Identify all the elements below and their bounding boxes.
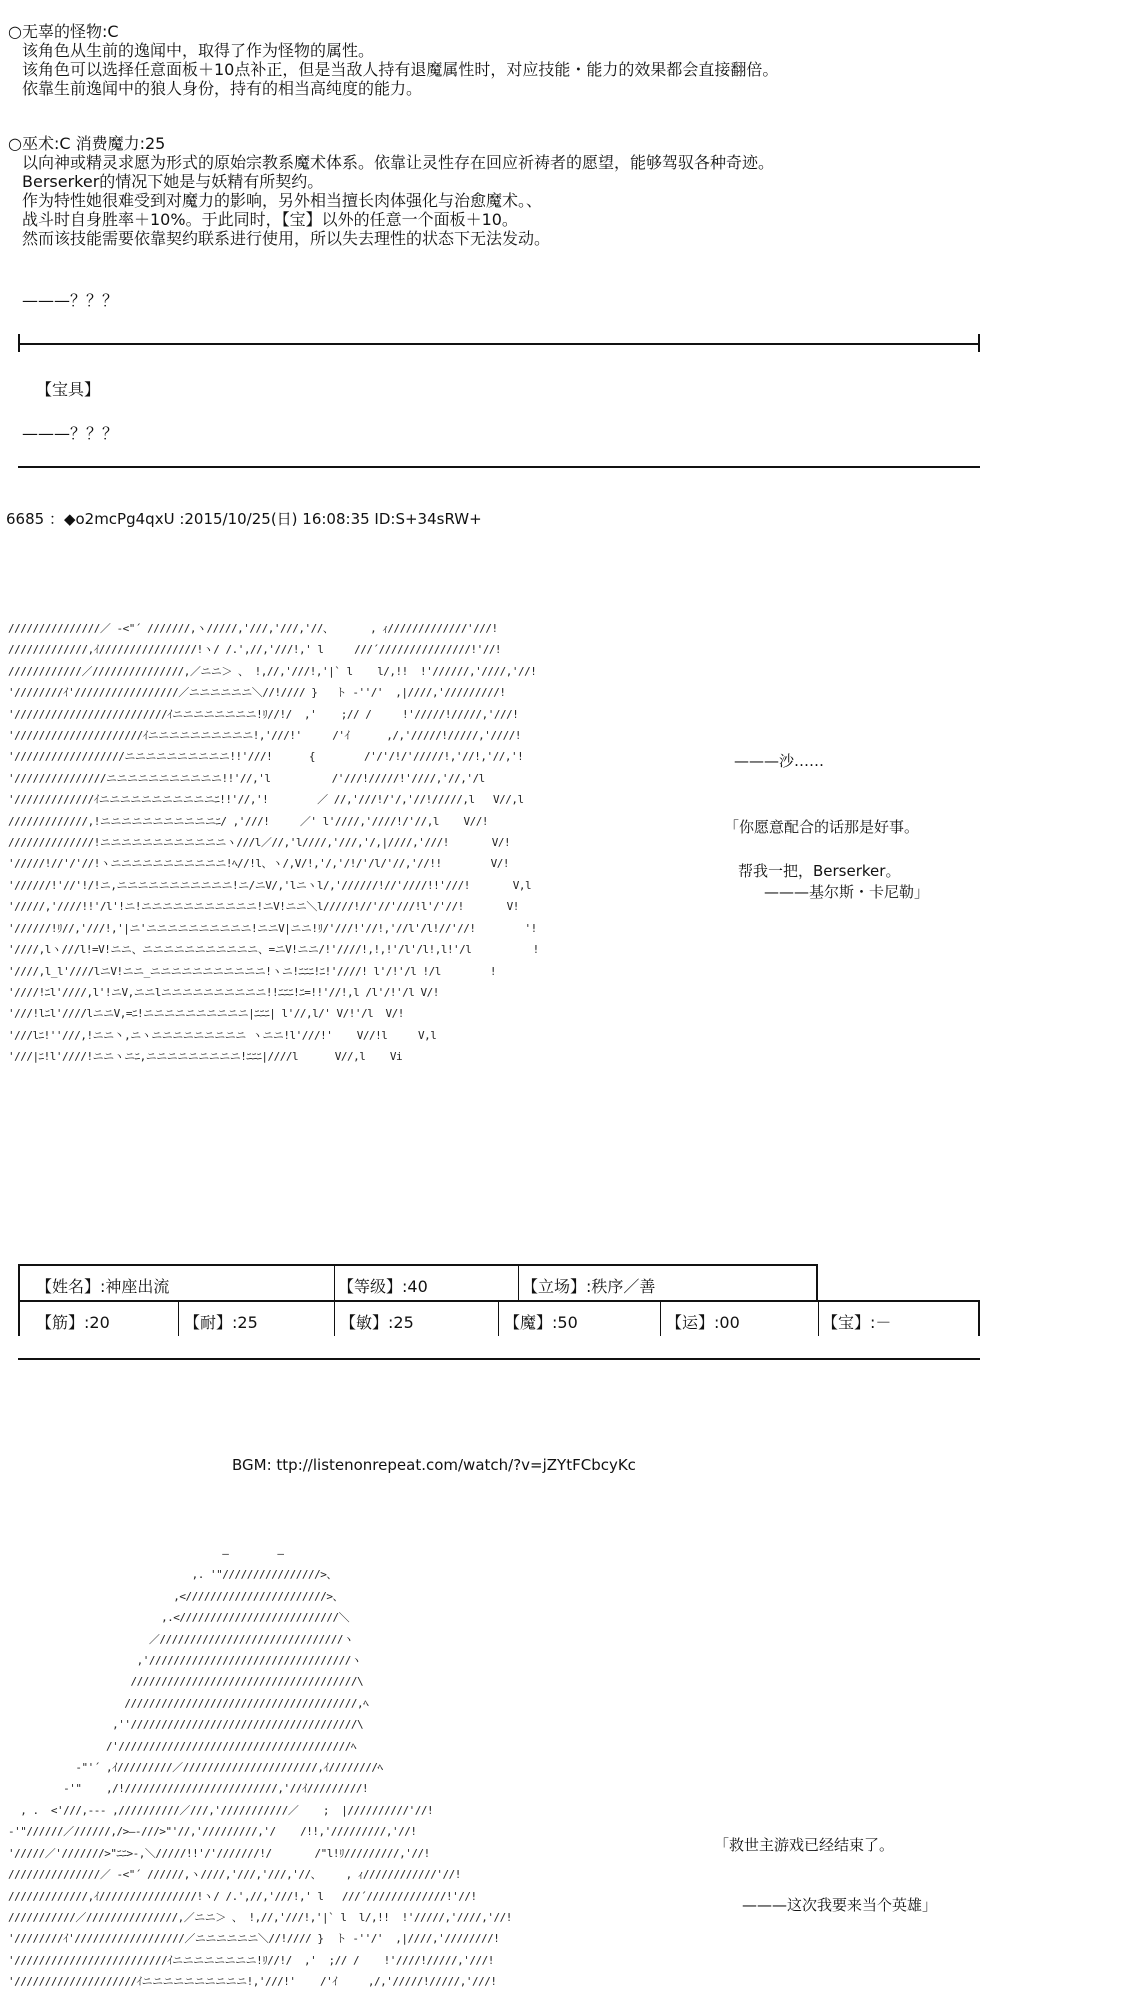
stats-divider xyxy=(660,1302,661,1336)
noble-phantasm-label: 【宝具】 xyxy=(36,380,101,399)
dialog-line: ———这次我要来当个英雄」 xyxy=(742,1896,938,1914)
stats-bottom-line xyxy=(18,1358,980,1360)
skill-line: Berserker的情况下她是与妖精有所契约。 xyxy=(22,172,324,191)
skill-line: 依靠生前逸闻中的狼人身份，持有的相当高纯度的能力。 xyxy=(22,79,423,98)
unknown-skill: ———？？？ xyxy=(22,291,119,310)
stat-strength: 【筋】:20 xyxy=(36,1313,110,1332)
stat-name: 【姓名】:神座出流 xyxy=(36,1277,170,1296)
dialog-line: ———沙…… xyxy=(734,752,825,770)
bgm-link[interactable]: BGM: ttp://listenonrepeat.com/watch/?v=jZYtFCbcyKc xyxy=(232,1456,636,1474)
stats-divider xyxy=(334,1302,335,1336)
separator-tick-left xyxy=(18,334,20,352)
noble-phantasm-value: ———？？？ xyxy=(22,424,119,443)
stat-noble-phantasm: 【宝】:－ xyxy=(822,1313,892,1332)
dialog-line: 「你愿意配合的话那是好事。 xyxy=(724,818,920,836)
stat-mana: 【魔】:50 xyxy=(504,1313,578,1332)
stat-agility: 【敏】:25 xyxy=(340,1313,414,1332)
skill-title: ○巫术:C 消费魔力:25 xyxy=(8,134,166,153)
separator-line xyxy=(18,466,980,468)
stat-luck: 【运】:00 xyxy=(666,1313,740,1332)
stats-tick xyxy=(978,1300,980,1336)
stats-tick xyxy=(18,1300,20,1336)
skill-monster xyxy=(8,22,778,98)
stats-divider xyxy=(818,1302,819,1336)
skill-line: 战斗时自身胜率＋10%。于此同时，【宝】以外的任意一个面板＋10。 xyxy=(22,210,518,229)
skill-title: ○无辜的怪物:C xyxy=(8,22,119,41)
dialog-line: 帮我一把，Berserker。 xyxy=(738,862,901,880)
ascii-art-figure: — — ,. '"////////////////>、 ,<///////////////////////>、 ,.<//////////////////////////＼ ／//////////////////////////////ヽ ,'/////////////////////////////////ヽ /////////////////////////////////////\ //////////////////////////////////////,ﾍ ,''/////////////////////////////////////\ /'//////////////////////////////////////ﾍ -"'´ ,ｲ/////////／//////////////////////,ｲ////////ﾍ -'" ,/!/////////////////////////,'//ｲ/////////! , . <'///,--- ,//////////／///,'///////////／ ; |//////////'//! -'"//////／//////,/>—-///>"'//,'/////////,'/ /!!,'/////////,'//! '/////／'///////>"ﾆﾆ>-,＼/////!!'/'///////!/ /"l!ﾘ/////////,'//! ///////////////／ -<"´ //////,ヽ////,'///,'///,'//、 , ｨ////////////'//! /////////////,ｲ////////////////!ヽ/ /.',//,'///!,' l ///´/////////////!'//! ///////////／///////////////,／ニニ＞ 、 !,//,'///!,'|` l l/,!! !'/////,'////,'//! '////////ｲ'//////////////////／ニニニニニニ＼//!//// } ト -''/' ,|////,'////////! '/////////////////////////ｲニニニニニニニニ!ﾘ//!/ ,' ;// / !'////!/////,'///! '////////////////////ｲニニニニニニニニニニ!,'///!' /'ｲ ,/,'/////!/////,'///! xyxy=(8,1547,512,1989)
dialog-line: ———基尔斯・卡尼勒」 xyxy=(764,883,930,901)
stat-endurance: 【耐】:25 xyxy=(184,1313,258,1332)
separator-line xyxy=(18,343,980,345)
skill-line: 该角色可以选择任意面板＋10点补正，但是当敌人持有退魔属性时，对应技能・能力的效果都会直接翻倍。 xyxy=(22,60,779,79)
stats-divider xyxy=(498,1302,499,1336)
stat-alignment: 【立场】:秩序／善 xyxy=(522,1277,656,1296)
stats-mid-line xyxy=(18,1300,980,1302)
stats-divider xyxy=(518,1266,519,1300)
ascii-art-character: ///////////////／ -<"´ ///////,ヽ/////,'///,'///,'//、 , ｨ/////////////'///! /////////////,ｲ////////////////!ヽ/ /.',//,'///!,' l ///´///////////////!'//! ////////////／///////////////,／ニニ＞ 、 !,//,'///!,'|` l l/,!! !'//////,'////,'//! '////////ｲ'/////////////////／ニニニニニニ＼//!//// } ト -''/' ,|////,'/////////! '/////////////////////////ｲニニニニニニニニ!ﾘ//!/ ,' ;// / !'/////!/////,'///! '/////////////////////ｲニニニニニニニニニニ!,'///!' /'ｲ ,/,'/////!/////,'////! '//////////////////ニニニニニニニニニニ!!'///! { /'/'/!/'/////!,'//!,'//,'! '///////////////ニニニニニニニニニニニ!!'//,'l /'///!/////!'////,'//,'/l '/////////////ｲニニニニニニニニニニニﾆ!!'//,'! ／ //,'///!/'/,'//!/////,l V//,l /////////////,!ニニニニニニニニニニニﾆ/ ,'///! ／' l'////,'////!/'//,l V//! //////////////!ニニニニニニニニニニニニヽ///l／//,'l////,'///,'/,|////,'///! V/! '/////!//'/'//!ヽニニニニニニニニニニニ!ﾍ//!l、ヽ/,V/!,'/,'/!/'/l/'//,'//!! V/! '//////!'//'!/!ニ,ニニニニニニニニニニニ!ニ/ニV/,'lニヽl/,'//////!//'////!!'///! V,l '/////,'////!!'/l'!ニ!ニニニニニニニニニニニ!ニV!ニニ＼l/////!//'//'///!l'/'//! V! '//////!ﾘ//,'///!,'|ニ'ニニニニニニニニニニ!ニニV|ニニ!ﾘ/'///!'//!,'//l'/l!//'//! '! '////,lヽ///l!=V!ニニ、ニニニニニニニニニニニ、=ニV!ニニ/!'////!,!,!'/l'/l!,l!'/l ! '////,l_l'////lニV!ニニ_ニニニニニニニニニニニ!ヽニ!ﾆﾆﾆ!ﾆ!'////! l'/!'/l !/l ! '////!ﾆl'////,l'!ニV,ニニlニニニニニニニニニニ!!ﾆﾆﾆ!ﾆ=!!'//!,l /l'/!'/l V/! '///!lﾆl'////lニニV,=ﾆ!ニニニニニニニニニニ|ﾆﾆﾆ| l'//,l/' V/!'/l V/! '///lﾆ!''///,!ニニ丶,ニヽニニニニニニニニニ ヽニニ!l'///!' V//!l V,l '///|ﾆ!l'////!ニニヽニﾆ,ニニニニニニニニニ!ﾆﾆﾆ|////l V//,l Vi xyxy=(8,622,539,1064)
skill-witchcraft xyxy=(8,134,774,248)
skill-line: 以向神或精灵求愿为形式的原始宗教系魔术体系。依靠让灵性存在回应祈祷者的愿望，能够驾驭各种奇迹。 xyxy=(22,153,775,172)
skill-line: 然而该技能需要依靠契约联系进行使用，所以失去理性的状态下无法发动。 xyxy=(22,229,551,248)
skill-line: 该角色从生前的逸闻中，取得了作为怪物的属性。 xyxy=(22,41,375,60)
skill-line: 作为特性她很难受到对魔力的影响，另外相当擅长肉体强化与治愈魔术。、 xyxy=(22,191,543,210)
stats-divider xyxy=(178,1302,179,1336)
dialog-line: 「救世主游戏已经结束了。 xyxy=(714,1836,895,1854)
post-header: 6685 ：◆o2mcPg4qxU :2015/10/25(日) 16:08:35 ID:S+34sRW+ xyxy=(6,510,482,528)
stats-tick xyxy=(816,1264,818,1300)
stats-tick xyxy=(18,1264,20,1300)
separator-tick-right xyxy=(978,334,980,352)
stats-divider xyxy=(334,1266,335,1300)
stat-level: 【等级】:40 xyxy=(338,1277,428,1296)
stats-top-line xyxy=(18,1264,818,1266)
